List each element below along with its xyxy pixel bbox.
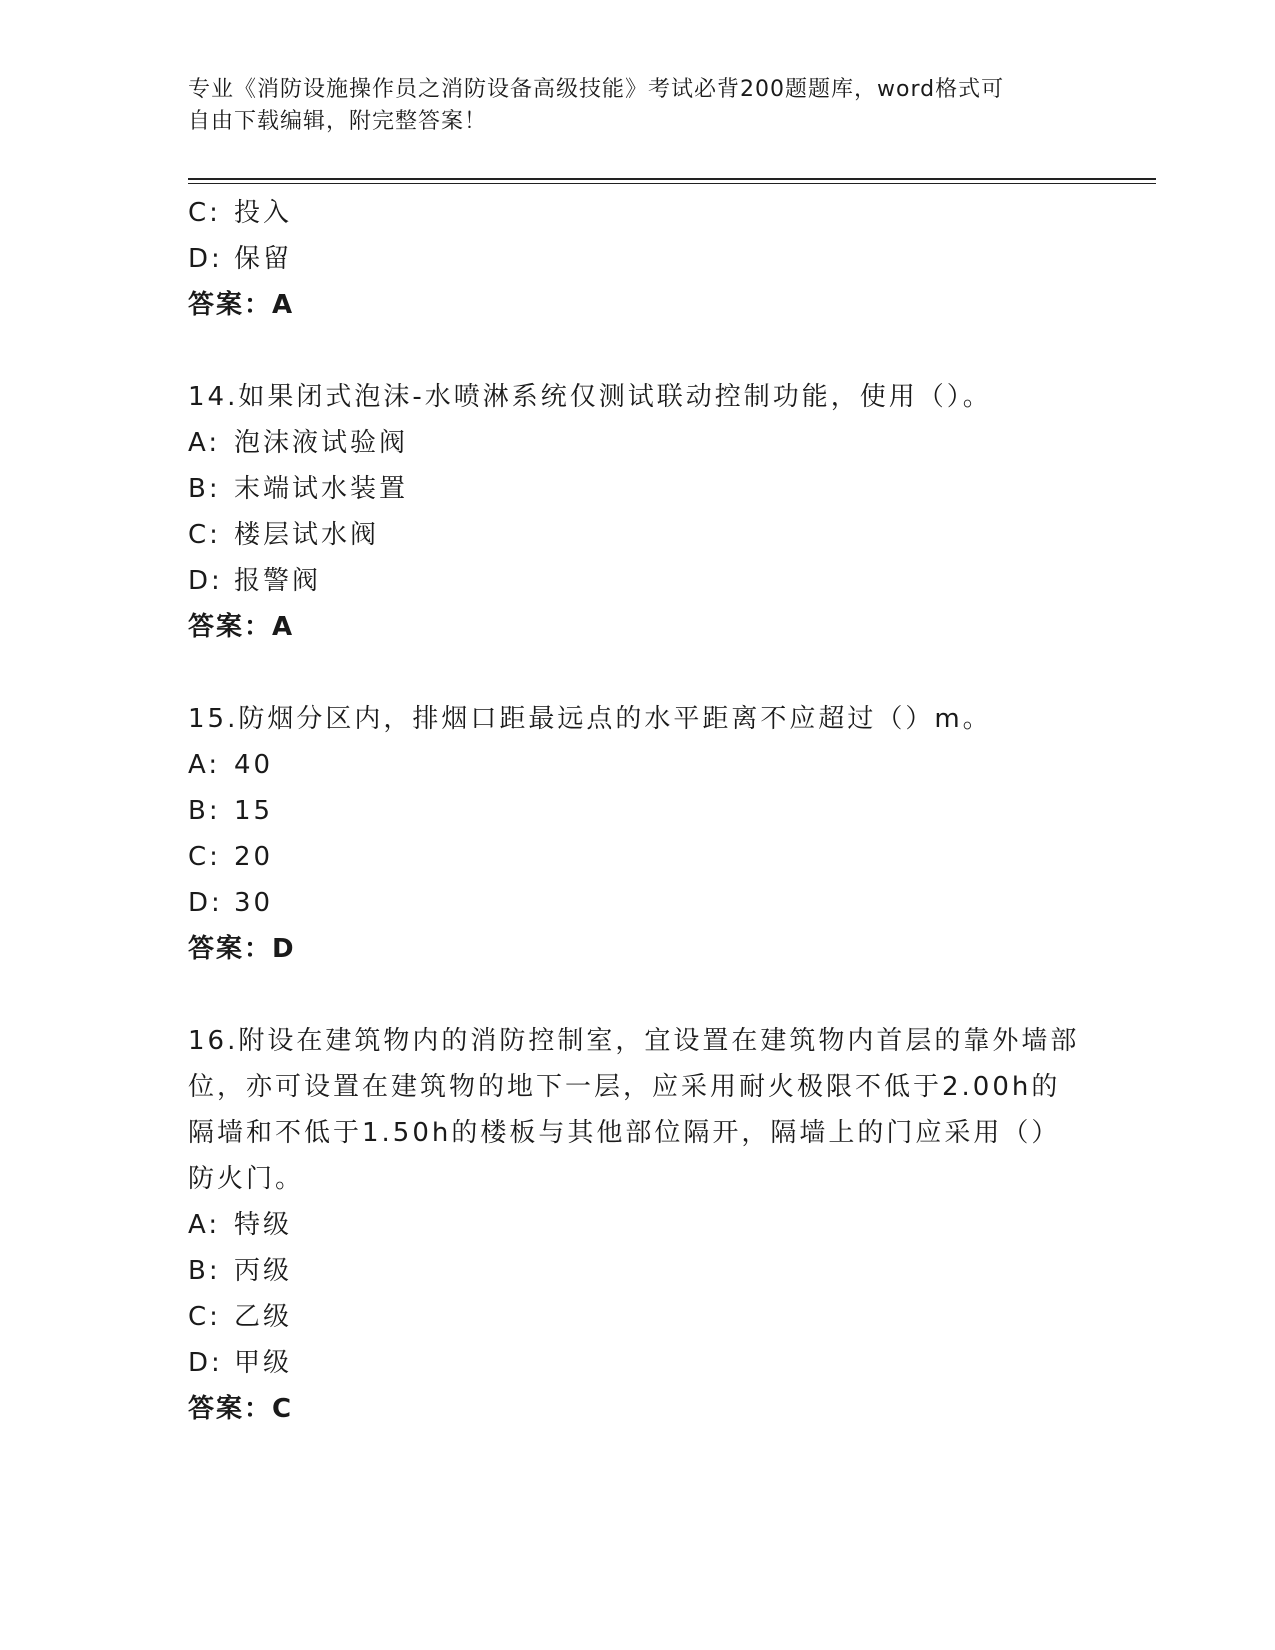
- option-label: D:: [188, 566, 223, 596]
- option-c: [188, 190, 1088, 236]
- question-list: [188, 190, 1088, 1432]
- answer-line: 答案：D: [188, 934, 296, 964]
- answer-line: 答案：A: [188, 612, 295, 642]
- option-text: 末端试水装置: [234, 474, 409, 504]
- question-stem-line: 位，亦可设置在建筑物的地下一层，应采用耐火极限不低于2.00h的: [188, 1072, 1061, 1102]
- answer-line: 答案：C: [188, 1394, 294, 1424]
- header-divider: [188, 178, 1156, 184]
- option-d: [188, 236, 1088, 282]
- option-text: 泡沫液试验阀: [234, 428, 409, 458]
- option-label: D:: [188, 888, 223, 918]
- option-label: D:: [188, 244, 223, 274]
- option-label: A:: [188, 750, 221, 780]
- option-text: 甲级: [234, 1348, 293, 1378]
- option-text: 20: [234, 842, 274, 872]
- question-stem-line: 隔墙和不低于1.50h的楼板与其他部位隔开，隔墙上的门应采用（）: [188, 1118, 1061, 1148]
- option-label: C:: [188, 198, 221, 228]
- answer-line: 答案：A: [188, 290, 295, 320]
- question-14: [188, 374, 1088, 650]
- question-13-tail: [188, 190, 1088, 328]
- option-label: C:: [188, 520, 221, 550]
- question-stem-line: 防火门。: [188, 1164, 305, 1194]
- option-c: [188, 834, 1088, 880]
- document-header: [188, 74, 1088, 138]
- option-b: [188, 788, 1088, 834]
- option-label: C:: [188, 1302, 221, 1332]
- option-text: 特级: [234, 1210, 293, 1240]
- option-label: B:: [188, 1256, 221, 1286]
- spacer: [188, 650, 1088, 696]
- option-b: [188, 466, 1088, 512]
- option-text: 投入: [234, 198, 293, 228]
- question-stem-line: 16.附设在建筑物内的消防控制室，宜设置在建筑物内首层的靠外墙部: [188, 1026, 1080, 1056]
- question-stem: 15.防烟分区内，排烟口距最远点的水平距离不应超过（）m。: [188, 704, 992, 734]
- option-text: 报警阀: [234, 566, 322, 596]
- option-label: A:: [188, 428, 221, 458]
- option-text: 15: [234, 796, 274, 826]
- option-c: [188, 512, 1088, 558]
- option-text: 30: [234, 888, 274, 918]
- option-text: 楼层试水阀: [234, 520, 380, 550]
- option-label: B:: [188, 474, 221, 504]
- option-d: [188, 1340, 1088, 1386]
- question-16: [188, 1018, 1088, 1432]
- question-15: [188, 696, 1088, 972]
- option-a: [188, 1202, 1088, 1248]
- option-label: A:: [188, 1210, 221, 1240]
- question-stem: 14.如果闭式泡沫-水喷淋系统仅测试联动控制功能，使用（）。: [188, 382, 992, 412]
- spacer: [188, 328, 1088, 374]
- option-c: [188, 1294, 1088, 1340]
- option-a: [188, 742, 1088, 788]
- option-text: 丙级: [234, 1256, 293, 1286]
- option-label: D:: [188, 1348, 223, 1378]
- option-a: [188, 420, 1088, 466]
- spacer: [188, 972, 1088, 1018]
- option-d: [188, 880, 1088, 926]
- option-text: 保留: [234, 244, 293, 274]
- option-d: [188, 558, 1088, 604]
- option-label: B:: [188, 796, 221, 826]
- option-label: C:: [188, 842, 221, 872]
- option-b: [188, 1248, 1088, 1294]
- option-text: 乙级: [234, 1302, 293, 1332]
- option-text: 40: [234, 750, 274, 780]
- header-line-2: 自由下载编辑，附完整答案！: [188, 109, 488, 134]
- header-line-1: 专业《消防设施操作员之消防设备高级技能》考试必背200题题库，word格式可: [188, 77, 1005, 102]
